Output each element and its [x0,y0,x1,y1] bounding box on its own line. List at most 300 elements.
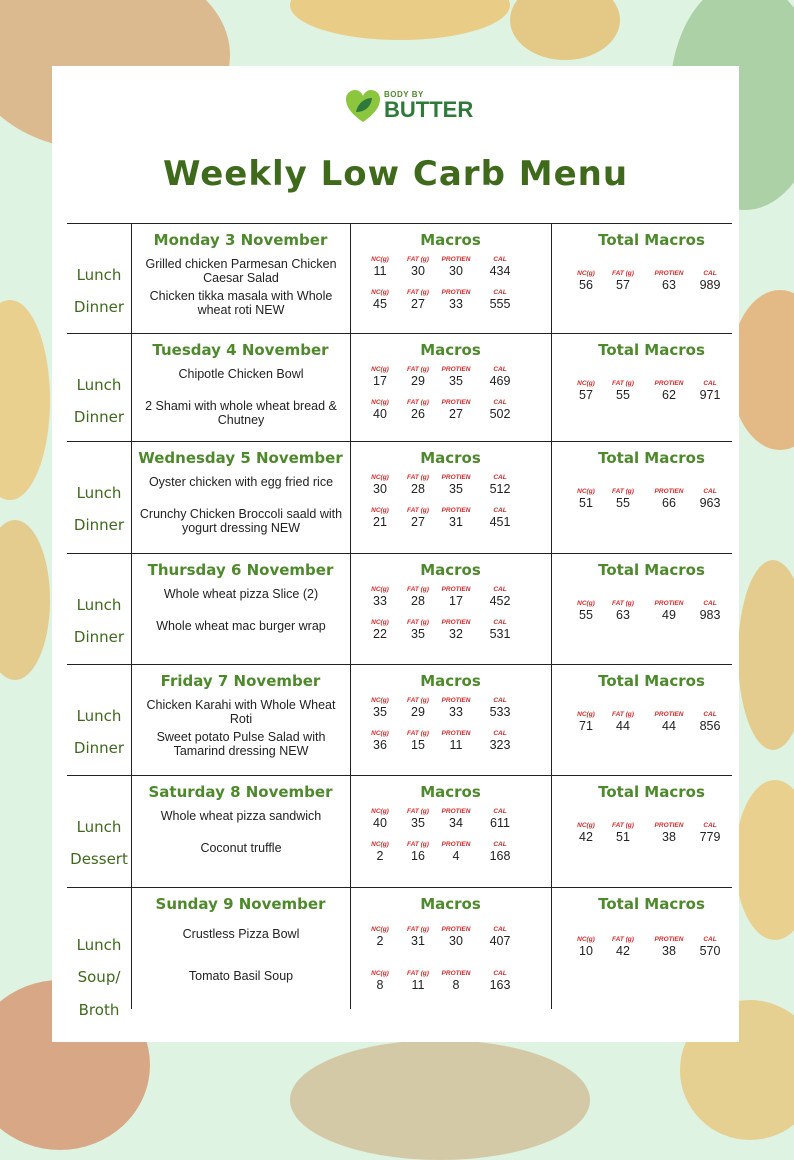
total-macros-heading: Total Macros [598,231,705,249]
dish-name: Whole wheat pizza sandwich [160,809,322,823]
total-macros [563,269,733,295]
macro-value: 55 [616,496,630,510]
macro-cell [481,729,519,753]
macro-cell [399,618,437,642]
macro-value: 163 [489,978,511,992]
macro-cell [567,821,605,845]
total-macros-heading: Total Macros [598,783,705,801]
macro-label: PROTIEN [441,256,471,263]
total-macros-heading: Total Macros [598,895,705,913]
macro-value: 611 [490,816,510,830]
baguette-illustration [0,300,50,500]
macro-cell [567,935,605,959]
macro-label: CAL [493,256,507,263]
macro-cell [481,807,519,831]
macro-value: 51 [579,496,593,510]
dish-name: Crunchy Chicken Broccoli saald with yogurt dressing NEW [139,507,343,535]
macro-cell [567,710,605,734]
macros-heading: Macros [420,672,481,690]
macro-value: 2 [376,849,384,863]
brand-logo [344,86,474,130]
macro-label: NC(g) [577,270,595,277]
macro-value: 4 [452,849,460,863]
meal-macros [355,473,525,499]
macro-label: PROTIEN [441,619,471,626]
macro-cell [361,807,399,831]
macro-cell [604,710,642,734]
macro-label: FAT (g) [612,936,634,943]
macro-value: 15 [411,738,425,752]
macro-cell [650,710,688,734]
macro-label: FAT (g) [407,697,429,704]
macro-value: 8 [376,978,384,992]
macro-cell [481,473,519,497]
macro-value: 49 [662,608,676,622]
macro-value: 33 [449,297,463,311]
dish-name: Whole wheat pizza Slice (2) [163,587,319,601]
macro-cell [567,487,605,511]
meal-label: Lunch [76,936,122,954]
total-macros [563,487,733,513]
macro-label: FAT (g) [407,507,429,514]
macro-label: FAT (g) [407,474,429,481]
macro-cell [399,398,437,422]
macro-cell [437,618,475,642]
macro-cell [691,821,729,845]
macro-cell [650,599,688,623]
macro-value: 30 [373,482,387,496]
day-row [67,553,732,664]
macro-value: 983 [699,608,721,622]
dish-name: Oyster chicken with egg fried rice [148,475,334,489]
macro-value: 16 [411,849,425,863]
heart-leaf-icon [344,88,382,126]
macro-value: 21 [373,515,387,529]
macro-value: 971 [699,388,721,402]
bread-loaf-illustration [730,290,794,450]
macro-label: PROTIEN [441,399,471,406]
macro-label: PROTIEN [441,289,471,296]
macro-cell [361,729,399,753]
macro-label: CAL [493,366,507,373]
meal-label: Lunch [76,376,122,394]
macro-label: CAL [703,270,717,277]
macro-label: NC(g) [577,822,595,829]
meal-macros [355,729,525,755]
meal-macros [355,969,525,995]
meal-label: Lunch [76,707,122,725]
macro-label: FAT (g) [407,970,429,977]
macro-label: NC(g) [577,711,595,718]
macro-value: 570 [699,944,721,958]
macro-label: PROTIEN [654,270,684,277]
macro-value: 469 [489,374,511,388]
macro-cell [650,487,688,511]
macro-cell [691,599,729,623]
hummus-illustration [290,1040,590,1160]
macro-label: FAT (g) [407,926,429,933]
macro-value: 434 [489,264,511,278]
macro-cell [567,599,605,623]
macro-cell [481,840,519,864]
day-row [67,664,732,775]
macro-value: 11 [373,264,387,278]
macro-label: NC(g) [577,936,595,943]
macro-label: PROTIEN [441,474,471,481]
macro-label: CAL [493,399,507,406]
macros-heading: Macros [420,341,481,359]
macro-label: CAL [703,822,717,829]
macro-label: CAL [703,600,717,607]
macro-cell [399,925,437,949]
macro-label: NC(g) [371,619,389,626]
macro-value: 2 [376,934,384,948]
macro-label: NC(g) [577,600,595,607]
macro-cell [650,821,688,845]
brand-name: BUTTER [384,97,474,122]
macro-label: NC(g) [371,399,389,406]
meal-label: Lunch [76,266,122,284]
meal-label: Dessert [70,850,128,868]
meal-label: Dinner [73,628,125,646]
macro-cell [481,696,519,720]
macro-label: PROTIEN [441,926,471,933]
macro-cell [399,696,437,720]
macro-cell [399,473,437,497]
dish-name: Chipotle Chicken Bowl [178,367,304,381]
macro-value: 30 [411,264,425,278]
macro-cell [361,618,399,642]
macro-label: PROTIEN [441,586,471,593]
macro-value: 30 [449,264,463,278]
macro-label: PROTIEN [441,841,471,848]
macro-value: 11 [411,978,425,992]
meal-macros [355,925,525,951]
meal-macros [355,585,525,611]
macro-cell [437,969,475,993]
macro-label: PROTIEN [654,822,684,829]
macro-label: NC(g) [577,488,595,495]
macro-value: 42 [616,944,630,958]
macro-cell [399,255,437,279]
total-macros-heading: Total Macros [598,449,705,467]
day-title: Saturday 8 November [148,783,333,801]
total-macros [563,599,733,625]
macro-cell [399,969,437,993]
macro-label: CAL [493,926,507,933]
macro-value: 17 [449,594,463,608]
macro-label: CAL [493,619,507,626]
macro-label: PROTIEN [441,366,471,373]
total-macros [563,379,733,405]
day-title: Friday 7 November [160,672,321,690]
bread-illustration-right [735,780,794,940]
macro-cell [361,585,399,609]
macro-value: 512 [489,482,511,496]
macro-value: 44 [662,719,676,733]
macro-cell [437,398,475,422]
macros-heading: Macros [420,783,481,801]
macro-label: FAT (g) [612,711,634,718]
macro-value: 35 [449,482,463,496]
macro-label: NC(g) [577,380,595,387]
macro-label: NC(g) [371,697,389,704]
total-macros [563,935,733,961]
macro-cell [361,255,399,279]
macro-value: 168 [489,849,511,863]
macro-cell [481,585,519,609]
macro-value: 8 [452,978,460,992]
macro-cell [399,729,437,753]
day-row [67,775,732,887]
day-row [67,887,732,1039]
macro-cell [437,925,475,949]
meal-macros [355,840,525,866]
macro-label: FAT (g) [612,822,634,829]
macro-cell [361,365,399,389]
macro-cell [604,821,642,845]
macro-label: CAL [703,380,717,387]
macro-cell [437,585,475,609]
macro-label: FAT (g) [407,256,429,263]
macro-value: 452 [489,594,511,608]
macro-value: 57 [616,278,630,292]
dish-name: Crustless Pizza Bowl [182,927,300,941]
macro-label: FAT (g) [407,586,429,593]
macro-value: 856 [699,719,721,733]
macro-label: FAT (g) [407,399,429,406]
macro-cell [691,710,729,734]
meal-macros [355,807,525,833]
macros-heading: Macros [420,561,481,579]
macro-cell [691,379,729,403]
macro-value: 31 [411,934,425,948]
brand-top: BODY BY [384,90,424,99]
macro-value: 57 [579,388,593,402]
macro-label: CAL [703,936,717,943]
macro-cell [481,398,519,422]
macro-label: PROTIEN [441,730,471,737]
macro-label: NC(g) [371,474,389,481]
macro-label: CAL [703,488,717,495]
macro-value: 531 [489,627,511,641]
macro-cell [604,269,642,293]
macro-value: 45 [373,297,387,311]
macro-value: 44 [616,719,630,733]
macro-label: NC(g) [371,926,389,933]
macro-label: PROTIEN [441,970,471,977]
macro-label: FAT (g) [612,380,634,387]
macro-value: 502 [489,407,511,421]
macro-value: 27 [411,297,425,311]
macro-value: 63 [662,278,676,292]
dish-name: Grilled chicken Parmesan Chicken Caesar Salad [145,257,337,285]
macro-cell [481,618,519,642]
macro-value: 56 [579,278,593,292]
macro-value: 32 [449,627,463,641]
macro-cell [437,807,475,831]
macro-cell [567,379,605,403]
macro-value: 11 [449,738,463,752]
macro-cell [604,935,642,959]
meal-macros [355,696,525,722]
macro-label: FAT (g) [407,730,429,737]
macro-cell [481,506,519,530]
wheat-illustration-right [738,560,794,750]
macro-cell [361,840,399,864]
total-macros [563,710,733,736]
macro-label: PROTIEN [441,697,471,704]
macro-value: 71 [579,719,593,733]
macro-cell [361,506,399,530]
macro-cell [361,925,399,949]
macro-cell [481,925,519,949]
macro-value: 40 [373,407,387,421]
macro-label: NC(g) [371,970,389,977]
macro-value: 28 [411,594,425,608]
macro-cell [604,487,642,511]
macro-value: 42 [579,830,593,844]
macro-label: CAL [493,507,507,514]
meal-label: Dinner [73,298,125,316]
meal-macros [355,618,525,644]
menu-card [52,66,739,1042]
macro-value: 29 [411,374,425,388]
dish-name: Whole wheat mac burger wrap [156,619,326,633]
macro-value: 28 [411,482,425,496]
macro-cell [437,506,475,530]
macro-cell [481,365,519,389]
macro-label: CAL [493,841,507,848]
macro-label: CAL [703,711,717,718]
macro-label: NC(g) [371,586,389,593]
macro-value: 989 [699,278,721,292]
day-title: Sunday 9 November [155,895,326,913]
macro-label: NC(g) [371,730,389,737]
total-macros-heading: Total Macros [598,672,705,690]
meal-macros [355,506,525,532]
day-title: Monday 3 November [153,231,328,249]
macro-cell [437,365,475,389]
macro-label: FAT (g) [612,488,634,495]
macro-value: 33 [373,594,387,608]
meal-label: Dinner [73,739,125,757]
macro-value: 66 [662,496,676,510]
dish-name: Sweet potato Pulse Salad with Tamarind dressing NEW [156,730,326,758]
macro-cell [481,255,519,279]
macro-value: 555 [489,297,511,311]
macro-value: 30 [449,934,463,948]
macro-value: 323 [489,738,511,752]
dish-name: Coconut truffle [200,841,282,855]
total-macros-heading: Total Macros [598,561,705,579]
macro-cell [650,935,688,959]
macro-cell [437,255,475,279]
macro-cell [650,379,688,403]
macro-cell [437,288,475,312]
macro-value: 55 [579,608,593,622]
day-title: Tuesday 4 November [152,341,329,359]
macro-value: 17 [373,374,387,388]
macro-value: 33 [449,705,463,719]
macro-label: CAL [493,289,507,296]
macro-label: FAT (g) [407,289,429,296]
day-title: Wednesday 5 November [138,449,343,467]
meal-label: Dinner [73,516,125,534]
macro-label: FAT (g) [407,366,429,373]
meal-label: Soup/ Broth [77,968,121,1019]
meal-macros [355,365,525,391]
macro-label: NC(g) [371,507,389,514]
macro-value: 35 [411,627,425,641]
macro-label: FAT (g) [407,808,429,815]
macro-value: 34 [449,816,463,830]
macro-cell [361,288,399,312]
macro-label: FAT (g) [612,600,634,607]
macro-cell [604,599,642,623]
macro-cell [481,288,519,312]
macro-label: PROTIEN [654,380,684,387]
macro-value: 36 [373,738,387,752]
meal-macros [355,288,525,314]
day-title: Thursday 6 November [147,561,334,579]
wheat-illustration [510,0,620,60]
macro-value: 51 [616,830,630,844]
dish-name: Chicken tikka masala with Whole wheat roti NEW [149,289,333,317]
macro-cell [481,969,519,993]
bread-illustration [290,0,510,40]
macro-value: 38 [662,830,676,844]
macro-value: 38 [662,944,676,958]
macros-heading: Macros [420,449,481,467]
macro-label: PROTIEN [441,808,471,815]
macro-value: 62 [662,388,676,402]
meal-label: Lunch [76,596,122,614]
macros-heading: Macros [420,231,481,249]
macro-cell [399,807,437,831]
macro-label: PROTIEN [654,488,684,495]
meal-macros [355,398,525,424]
macro-label: NC(g) [371,366,389,373]
macro-value: 35 [449,374,463,388]
macro-value: 27 [449,407,463,421]
macro-cell [567,269,605,293]
total-macros-heading: Total Macros [598,341,705,359]
macro-label: CAL [493,808,507,815]
macro-value: 10 [579,944,593,958]
macro-value: 40 [373,816,387,830]
meal-label: Lunch [76,484,122,502]
macro-cell [437,696,475,720]
macro-cell [361,473,399,497]
day-row [67,441,732,553]
meal-label: Dinner [73,408,125,426]
macro-value: 31 [449,515,463,529]
macro-value: 451 [489,515,511,529]
macro-value: 63 [616,608,630,622]
macro-label: PROTIEN [654,936,684,943]
macro-cell [691,935,729,959]
macro-cell [691,269,729,293]
macro-cell [361,696,399,720]
macro-value: 27 [411,515,425,529]
macro-cell [361,398,399,422]
macro-label: CAL [493,970,507,977]
day-row [67,333,732,441]
macro-cell [437,729,475,753]
meal-macros [355,255,525,281]
dish-name: 2 Shami with whole wheat bread & Chutney [145,399,337,427]
